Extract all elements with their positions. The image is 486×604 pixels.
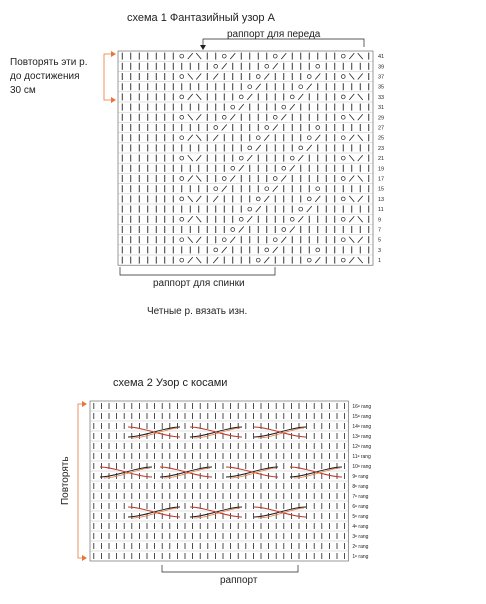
chart1-decrease (239, 104, 244, 110)
chart1-front-rapport-arrow (200, 45, 206, 50)
chart1-yarn-over (214, 64, 218, 68)
chart1-decrease (213, 135, 218, 141)
chart1-decrease (239, 165, 244, 171)
chart1-yarn-over (282, 166, 286, 170)
chart1-decrease (358, 257, 363, 263)
chart1-yarn-over (341, 95, 345, 99)
chart1-decrease (349, 257, 354, 263)
chart1-yarn-over (316, 64, 320, 68)
chart1-yarn-over (290, 217, 294, 221)
chart1-decrease (298, 94, 303, 100)
chart1-decrease (349, 176, 354, 182)
chart1-yarn-over (180, 258, 184, 262)
chart1-decrease (315, 257, 320, 263)
chart2-row-label: 12ᵉ rang (352, 444, 372, 450)
chart1-yarn-over (341, 115, 345, 119)
chart1-decrease (188, 176, 193, 182)
chart1-yarn-over (290, 95, 294, 99)
chart1-yarn-over (248, 146, 252, 150)
chart1-row-number: 1 (378, 258, 382, 265)
chart1-yarn-over (256, 136, 260, 140)
chart1-yarn-over (316, 248, 320, 252)
chart1-row-number: 3 (378, 247, 382, 254)
chart1-decrease (358, 155, 363, 161)
chart2-row-label: 9ᵉ rang (352, 474, 369, 480)
chart1-title: схема 1 Фантазийный узор А (127, 12, 275, 24)
chart1-row-number: 29 (378, 115, 385, 122)
chart1-decrease (273, 125, 278, 131)
chart1-yarn-over (256, 75, 260, 79)
chart1-yarn-over (180, 238, 184, 242)
chart1-yarn-over (299, 207, 303, 211)
chart1-decrease (281, 176, 286, 182)
chart1-yarn-over (341, 136, 345, 140)
chart1-repeat-arrow-top (111, 51, 116, 57)
chart1-yarn-over (341, 177, 345, 181)
chart1-yarn-over (290, 156, 294, 160)
chart1-decrease (222, 186, 227, 192)
chart1-decrease (188, 53, 193, 59)
chart2-row-label: 7ᵉ rang (352, 494, 369, 500)
chart1-yarn-over (265, 187, 269, 191)
chart2-row-label: 16ᵉ rang (352, 404, 372, 410)
chart1-decrease (188, 74, 193, 80)
chart1-yarn-over (239, 217, 243, 221)
chart1-yarn-over (248, 207, 252, 211)
chart1-decrease (349, 74, 354, 80)
rapport-front-label: раппорт для переда (227, 29, 321, 40)
chart1-row-number: 31 (378, 105, 385, 112)
chart1-yarn-over (273, 54, 277, 58)
rapport-back-label: раппорт для спинки (153, 278, 245, 289)
chart1-yarn-over (307, 258, 311, 262)
chart1-decrease (349, 216, 354, 222)
chart1-row-number: 23 (378, 145, 385, 152)
chart1-decrease (281, 53, 286, 59)
chart1-decrease (315, 74, 320, 80)
chart1-decrease (307, 206, 312, 212)
chart1-repeat-bracket (104, 54, 114, 100)
chart1-decrease (290, 104, 295, 110)
chart2-row-label: 11ᵉ rang (352, 454, 371, 460)
chart1-decrease (230, 53, 235, 59)
chart1-yarn-over (273, 238, 277, 242)
chart1-yarn-over (222, 177, 226, 181)
chart1-front-rapport-bracket (203, 39, 364, 47)
chart2-repeat-arrow-top (82, 401, 87, 407)
chart1-yarn-over (180, 136, 184, 140)
chart1-yarn-over (341, 75, 345, 79)
chart1-yarn-over (180, 95, 184, 99)
chart1-yarn-over (299, 146, 303, 150)
chart2-row-label: 8ᵉ rang (352, 484, 369, 490)
chart2-rapport-label: раппорт (220, 575, 258, 586)
chart1-decrease (196, 94, 201, 100)
chart1-yarn-over (214, 187, 218, 191)
chart1-decrease (315, 196, 320, 202)
chart1-decrease (196, 74, 201, 80)
chart2-repeat-bracket (78, 404, 84, 558)
chart1-decrease (196, 53, 201, 59)
chart1-row-number: 11 (378, 207, 384, 214)
chart1-decrease (298, 155, 303, 161)
chart2-row-label: 14ᵉ rang (352, 424, 372, 430)
chart1-decrease (222, 63, 227, 69)
chart1-decrease (349, 155, 354, 161)
chart1-decrease (349, 237, 354, 243)
chart1-decrease (247, 216, 252, 222)
chart1-row-number: 33 (378, 94, 385, 101)
chart1-decrease (256, 206, 261, 212)
chart1-back-rapport-bracket (120, 267, 275, 275)
chart1-decrease (196, 257, 201, 263)
chart1-yarn-over (180, 156, 184, 160)
chart1-yarn-over (256, 197, 260, 201)
chart2-repeat-arrow-bottom (82, 555, 87, 561)
chart1-decrease (247, 155, 252, 161)
chart1-decrease (239, 227, 244, 233)
chart1-decrease (196, 216, 201, 222)
chart1-yarn-over (180, 177, 184, 181)
chart1-yarn-over (273, 115, 277, 119)
chart1-decrease (358, 216, 363, 222)
chart1-decrease (256, 145, 261, 151)
chart1-decrease (349, 114, 354, 120)
chart1-decrease (358, 74, 363, 80)
chart1-yarn-over (214, 248, 218, 252)
chart1-decrease (290, 227, 295, 233)
chart1-decrease (358, 237, 363, 243)
chart1-decrease (264, 74, 269, 80)
repeat-note-line1: Повторять эти р. (10, 57, 88, 68)
chart1-decrease (349, 196, 354, 202)
chart1-decrease (213, 257, 218, 263)
chart1-decrease (273, 63, 278, 69)
chart1-yarn-over (299, 85, 303, 89)
chart1-yarn-over (265, 248, 269, 252)
chart1-yarn-over (180, 75, 184, 79)
chart2-row-label: 1ᵉ rang (352, 554, 369, 560)
chart1-decrease (222, 247, 227, 253)
chart2-row-label: 6ᵉ rang (352, 504, 369, 510)
chart1-yarn-over (239, 95, 243, 99)
chart1-decrease (256, 84, 261, 90)
chart1-yarn-over (341, 54, 345, 58)
chart1-decrease (188, 135, 193, 141)
chart1-decrease (273, 186, 278, 192)
chart1-decrease (188, 257, 193, 263)
chart1-decrease (358, 196, 363, 202)
chart1-yarn-over (180, 115, 184, 119)
chart1-row-number: 35 (378, 84, 385, 91)
chart2-row-label: 5ᵉ rang (352, 514, 369, 520)
chart1-decrease (213, 74, 218, 80)
chart2-row-label: 13ᵉ rang (352, 434, 372, 440)
chart1-row-number: 41 (378, 54, 385, 61)
chart1-yarn-over (341, 238, 345, 242)
chart1-decrease (230, 176, 235, 182)
chart1-yarn-over (248, 85, 252, 89)
chart1-row-number: 19 (378, 166, 385, 173)
chart1-yarn-over (231, 166, 235, 170)
chart1-decrease (349, 135, 354, 141)
chart1-yarn-over (265, 64, 269, 68)
chart2-row-label: 15ᵉ rang (352, 414, 372, 420)
chart1-decrease (358, 53, 363, 59)
chart1-yarn-over (180, 217, 184, 221)
chart1-yarn-over (180, 197, 184, 201)
chart1-decrease (290, 165, 295, 171)
chart1-repeat-arrow-bottom (111, 97, 116, 103)
chart1-yarn-over (214, 126, 218, 130)
repeat-note-line3: 30 см (10, 85, 36, 96)
chart1-decrease (213, 196, 218, 202)
chart1-yarn-over (341, 217, 345, 221)
chart1-decrease (264, 135, 269, 141)
chart1-decrease (315, 135, 320, 141)
chart1-decrease (247, 94, 252, 100)
chart1-decrease (196, 114, 201, 120)
chart1-decrease (273, 247, 278, 253)
chart1-decrease (349, 94, 354, 100)
chart1-yarn-over (307, 136, 311, 140)
chart1-decrease (281, 114, 286, 120)
chart1-decrease (307, 84, 312, 90)
chart1-decrease (196, 135, 201, 141)
chart1-yarn-over (265, 126, 269, 130)
chart1-yarn-over (282, 105, 286, 109)
chart2-side-label: Повторять (60, 456, 71, 505)
chart1-row-number: 21 (378, 156, 385, 163)
chart1-decrease (298, 216, 303, 222)
chart1-decrease (230, 114, 235, 120)
chart1-yarn-over (222, 54, 226, 58)
chart1-decrease (196, 237, 201, 243)
chart1-decrease (264, 257, 269, 263)
even-rows-note: Четные р. вязать изн. (147, 306, 248, 317)
chart1-decrease (358, 135, 363, 141)
chart2-rapport-bracket (162, 565, 298, 572)
chart1-row-number: 5 (378, 237, 382, 244)
chart1-decrease (188, 155, 193, 161)
chart1-row-number: 7 (378, 227, 382, 234)
chart1-decrease (188, 216, 193, 222)
chart1-yarn-over (341, 258, 345, 262)
chart1-row-number: 9 (378, 217, 382, 224)
chart1-decrease (196, 176, 201, 182)
chart2-row-label: 10ᵉ rang (352, 464, 372, 470)
chart1-yarn-over (239, 156, 243, 160)
chart1-decrease (188, 237, 193, 243)
chart1-decrease (264, 196, 269, 202)
chart1-yarn-over (222, 238, 226, 242)
chart1-decrease (196, 196, 201, 202)
chart1-decrease (358, 176, 363, 182)
chart1-row-number: 17 (378, 176, 385, 183)
chart1-row-number: 37 (378, 74, 385, 81)
chart1-decrease (196, 155, 201, 161)
chart1-yarn-over (256, 258, 260, 262)
chart1-decrease (188, 94, 193, 100)
chart1-yarn-over (307, 197, 311, 201)
chart1-yarn-over (307, 75, 311, 79)
chart1-row-number: 25 (378, 135, 385, 142)
chart1-decrease (281, 237, 286, 243)
chart1-decrease (307, 145, 312, 151)
chart1-decrease (188, 114, 193, 120)
chart1-decrease (188, 196, 193, 202)
chart1-yarn-over (222, 115, 226, 119)
chart1-decrease (230, 237, 235, 243)
chart1-row-number: 13 (378, 196, 385, 203)
chart1-yarn-over (231, 105, 235, 109)
chart2-row-label: 2ᵉ rang (352, 544, 369, 550)
chart2-row-label: 3ᵉ rang (352, 534, 369, 540)
chart1-yarn-over (316, 187, 320, 191)
repeat-note-line2: до достижения (10, 71, 80, 82)
chart1-yarn-over (180, 54, 184, 58)
chart1-decrease (358, 94, 363, 100)
chart1-yarn-over (231, 228, 235, 232)
chart1-row-number: 15 (378, 186, 385, 193)
chart1-decrease (222, 125, 227, 131)
chart2-row-label: 4ᵉ rang (352, 524, 369, 530)
chart1-yarn-over (273, 177, 277, 181)
chart1-yarn-over (316, 126, 320, 130)
chart1-yarn-over (341, 197, 345, 201)
chart1-decrease (358, 114, 363, 120)
chart1-yarn-over (282, 228, 286, 232)
chart1-row-number: 39 (378, 64, 385, 71)
chart1-row-number: 27 (378, 125, 385, 132)
chart1-decrease (349, 53, 354, 59)
chart2-title: схема 2 Узор с косами (113, 377, 228, 389)
chart1-yarn-over (341, 156, 345, 160)
